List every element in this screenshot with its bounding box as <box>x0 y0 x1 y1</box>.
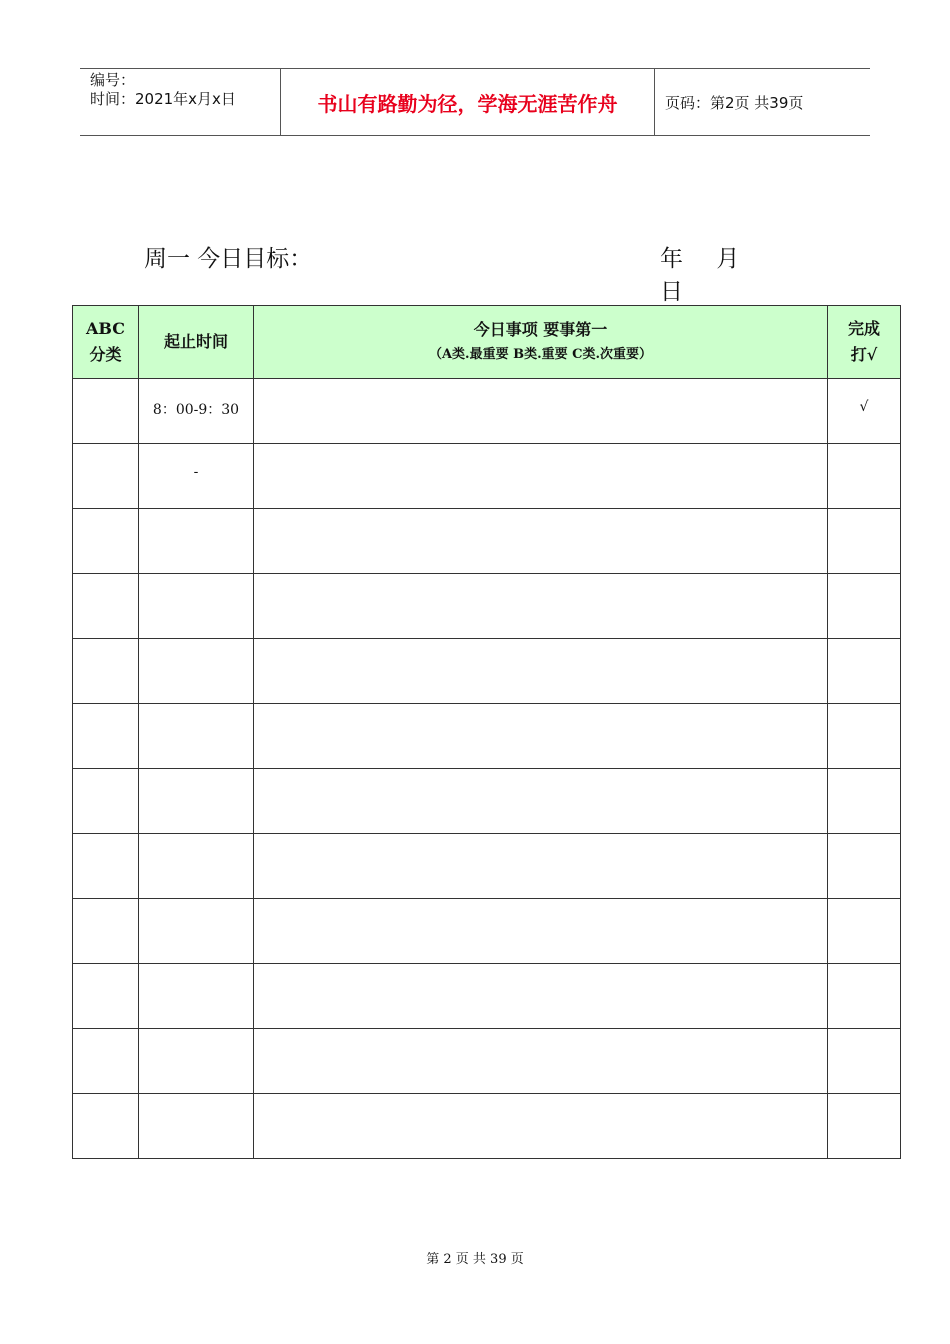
daily-plan-table <box>72 305 901 1159</box>
cell-item[interactable] <box>254 1094 828 1159</box>
cell-abc[interactable] <box>73 574 139 639</box>
page-header <box>80 68 870 136</box>
cell-item[interactable] <box>254 379 828 444</box>
table-row <box>73 444 901 509</box>
header-item-top: 今日事项 要事第一 <box>473 320 608 339</box>
cell-item[interactable] <box>254 444 828 509</box>
cell-item[interactable] <box>254 509 828 574</box>
table-row <box>73 379 901 444</box>
header-time: 起止时间 <box>139 306 254 379</box>
cell-item[interactable] <box>254 834 828 899</box>
cell-time[interactable] <box>139 574 254 639</box>
cell-item[interactable] <box>254 704 828 769</box>
cell-abc[interactable] <box>73 834 139 899</box>
cell-abc[interactable] <box>73 704 139 769</box>
time-label: 时间：2021年x月x日 <box>90 90 236 108</box>
table-row <box>73 899 901 964</box>
goal-label: 周一 今日目标： <box>144 246 313 272</box>
cell-time[interactable]: - <box>139 444 254 509</box>
cell-done[interactable] <box>828 1094 901 1159</box>
header-done <box>828 306 901 379</box>
cell-time[interactable] <box>139 1094 254 1159</box>
table-row <box>73 574 901 639</box>
cell-done[interactable] <box>828 964 901 1029</box>
header-done-top: 完成 <box>847 319 880 338</box>
cell-abc[interactable] <box>73 769 139 834</box>
header-item <box>254 306 828 379</box>
cell-done[interactable] <box>828 1029 901 1094</box>
cell-abc[interactable] <box>73 1029 139 1094</box>
motto: 书山有路勤为径，学海无涯苦作舟 <box>281 69 655 135</box>
cell-time[interactable] <box>139 704 254 769</box>
table-row <box>73 1029 901 1094</box>
cell-item[interactable] <box>254 574 828 639</box>
cell-done[interactable] <box>828 834 901 899</box>
cell-abc[interactable] <box>73 964 139 1029</box>
header-abc-bottom: 分类 <box>89 345 122 364</box>
day-label: 日 <box>660 279 683 305</box>
table-row <box>73 1094 901 1159</box>
cell-done[interactable] <box>828 574 901 639</box>
header-item-bottom: （A类.最重要 B类.重要 C类.次重要） <box>428 347 653 362</box>
cell-time[interactable] <box>139 964 254 1029</box>
header-abc <box>73 306 139 379</box>
number-label: 编号： <box>90 71 136 89</box>
table-row <box>73 964 901 1029</box>
cell-done[interactable] <box>828 899 901 964</box>
cell-time[interactable] <box>139 769 254 834</box>
cell-done[interactable] <box>828 769 901 834</box>
cell-done[interactable] <box>828 704 901 769</box>
cell-item[interactable] <box>254 1029 828 1094</box>
cell-abc[interactable] <box>73 639 139 704</box>
table-header-row <box>73 306 901 379</box>
cell-abc[interactable] <box>73 509 139 574</box>
cell-item[interactable] <box>254 639 828 704</box>
table-row <box>73 704 901 769</box>
cell-done[interactable] <box>828 444 901 509</box>
cell-time[interactable] <box>139 1029 254 1094</box>
table-row <box>73 834 901 899</box>
table-row <box>73 509 901 574</box>
cell-abc[interactable] <box>73 899 139 964</box>
cell-done[interactable] <box>828 639 901 704</box>
month-label: 月 <box>716 246 740 272</box>
table-body <box>73 379 901 1159</box>
date-fields <box>660 240 784 306</box>
header-done-bottom: 打√ <box>850 345 878 364</box>
cell-time[interactable] <box>139 899 254 964</box>
year-label: 年 <box>660 246 683 272</box>
header-abc-top: ABC <box>86 319 125 338</box>
cell-time[interactable] <box>139 834 254 899</box>
cell-done[interactable] <box>828 509 901 574</box>
cell-time[interactable] <box>139 509 254 574</box>
cell-done[interactable]: √ <box>828 379 901 444</box>
page-footer: 第 2 页 共 39 页 <box>426 1252 524 1267</box>
table-row <box>73 639 901 704</box>
cell-item[interactable] <box>254 769 828 834</box>
header-meta <box>80 69 281 135</box>
page-info: 页码：第2页 共39页 <box>665 93 804 112</box>
cell-time[interactable] <box>139 639 254 704</box>
cell-time[interactable]: 8：00-9：30 <box>139 379 254 444</box>
table-row <box>73 769 901 834</box>
cell-abc[interactable] <box>73 379 139 444</box>
cell-abc[interactable] <box>73 444 139 509</box>
cell-item[interactable] <box>254 964 828 1029</box>
cell-item[interactable] <box>254 899 828 964</box>
cell-abc[interactable] <box>73 1094 139 1159</box>
